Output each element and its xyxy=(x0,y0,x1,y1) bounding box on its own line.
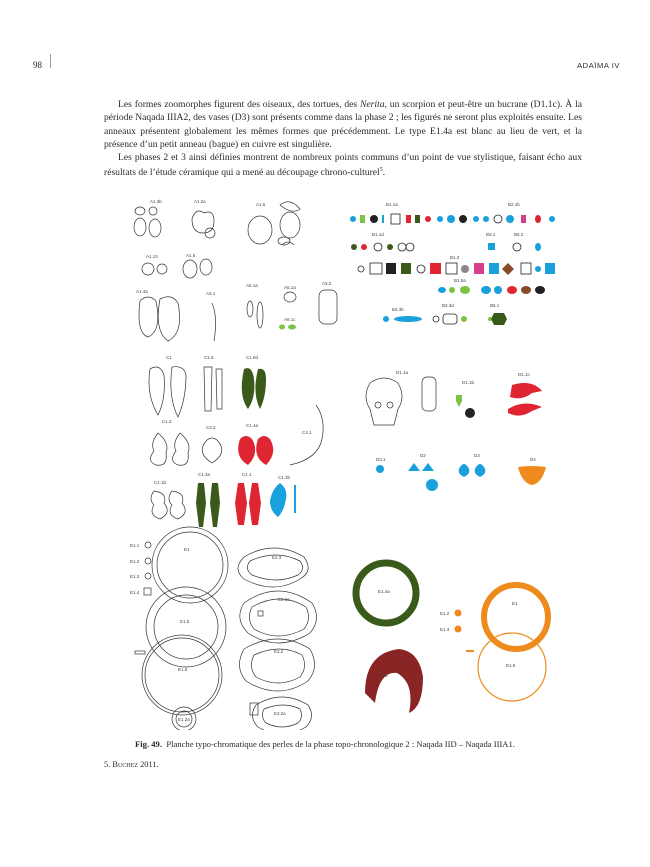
color-bead-blue xyxy=(481,286,491,294)
figure-label: B5.1 xyxy=(490,303,500,308)
bead-c1-6-a xyxy=(204,367,212,411)
figure-plate xyxy=(120,193,580,730)
bead-d1-1a xyxy=(366,378,402,425)
figure-label: E1.4a xyxy=(378,589,390,594)
page-number: 98 xyxy=(33,60,42,70)
color-bead-blue xyxy=(494,286,502,294)
figure-label: E1 xyxy=(184,547,190,552)
p1-text-a: Les formes zoomorphes figurent des oiseaux, des tortues, des xyxy=(118,99,360,110)
bead-d1-1c-b xyxy=(508,403,542,415)
bead-e1-3-orange xyxy=(455,626,462,633)
paragraph-2 xyxy=(104,151,582,180)
bead-e-bar xyxy=(135,651,145,654)
color-bead-green xyxy=(401,263,411,274)
bead-c1-6d-b xyxy=(255,369,266,409)
figure-label: C1.3b xyxy=(278,475,291,480)
bead-a1-3b-b xyxy=(149,207,157,215)
b-row-5 xyxy=(383,313,507,325)
color-bead-gray xyxy=(461,265,469,273)
bead-d1-1b-b xyxy=(465,408,475,418)
bead-a1-5-a xyxy=(248,216,272,244)
bead-a1-4a-b xyxy=(158,297,179,341)
color-bead-red xyxy=(507,286,517,294)
footnote xyxy=(104,760,159,769)
figure-label: A3.2 xyxy=(322,281,332,286)
figure-label: E1.3 xyxy=(440,627,450,632)
color-bead-green xyxy=(351,244,357,250)
bead-e1-1 xyxy=(145,542,151,548)
figure-label: B3.3b xyxy=(392,307,404,312)
bead-c3-2 xyxy=(202,438,222,463)
figure-label: A1.6 xyxy=(186,253,196,258)
figure-label: D1.1b xyxy=(462,380,475,385)
color-bead-blue xyxy=(437,216,443,222)
color-bead-blue xyxy=(382,215,384,223)
color-bead-black xyxy=(370,215,378,223)
bead-d2-a xyxy=(408,463,420,471)
body-text xyxy=(104,98,582,180)
figure-label: E2.2 xyxy=(274,649,284,654)
bead-a5-1a-a xyxy=(247,301,253,317)
figure-label: E1.2 xyxy=(440,611,450,616)
bead-a3-1 xyxy=(212,303,216,341)
color-bead-blue xyxy=(535,266,541,272)
bead-c1-6d-a xyxy=(242,368,255,409)
color-bead-black xyxy=(386,263,396,274)
ring-e1-orange xyxy=(484,585,548,649)
bead-d4 xyxy=(518,466,546,485)
b-row-2 xyxy=(351,243,541,251)
figure-label: A1.13 xyxy=(146,254,158,259)
figure-label: C1.2 xyxy=(162,419,172,424)
bead-c1-b xyxy=(171,367,186,417)
figure-label: A3.1 xyxy=(206,291,216,296)
figure-label: D3 xyxy=(474,453,480,458)
color-bead-brown xyxy=(521,286,531,294)
figure-label: B2.1b xyxy=(508,202,520,207)
b-row-1 xyxy=(350,214,555,224)
color-bead-pink xyxy=(474,263,484,274)
bead-c1-4a-b xyxy=(256,436,273,465)
color-bead-green xyxy=(491,313,507,325)
bead-a1-5-b xyxy=(280,202,300,211)
figure-label: B1.3 xyxy=(450,255,460,260)
color-bead-lime xyxy=(460,286,470,294)
bead-a1-2a-a xyxy=(192,211,214,233)
bead-e1-4 xyxy=(144,588,151,595)
bead-c1-6-b xyxy=(216,369,222,409)
p1-text-b: , un scorpion et peut-être un bucrane (D1.1c). À la période Naqada IIIA2, des vases (D3) sont présents comme dans la phase 2 ; les figurés ne seront plus exploités ensuite. Les anneaux présentent globalement les mêmes formes que précédemment. Le type E1.4a est blanc au lieu de vert, et la présence d’un petit anneau (bague) en cuivre est singulière. xyxy=(104,99,583,150)
figure-label: E1.1 xyxy=(130,543,140,548)
color-bead-green xyxy=(387,244,393,250)
bead-c1-1b-b xyxy=(169,491,185,519)
paragraph-1 xyxy=(104,98,582,151)
bead-a5-1a-b xyxy=(257,302,263,328)
color-bead-blue xyxy=(438,287,446,293)
bead-e1-2 xyxy=(145,558,151,564)
color-bead-red xyxy=(535,215,541,223)
color-bead-lime xyxy=(360,215,365,223)
figure-label: E1.6 xyxy=(178,667,188,672)
footnote-year: 2011. xyxy=(140,760,159,769)
figure-label: C1 xyxy=(166,355,172,360)
figure-label: E1.5 xyxy=(180,619,190,624)
running-head: ADAÏMA IV xyxy=(577,61,620,70)
ring-e1-5 xyxy=(146,587,226,667)
bead-outline xyxy=(249,599,308,636)
footnote-author: Buchez xyxy=(112,760,138,769)
ring-e1-6 xyxy=(142,635,222,715)
ring-e2-3 xyxy=(238,548,308,587)
color-bead-blue xyxy=(489,263,499,274)
figure-label: C4.1 xyxy=(302,430,312,435)
color-bead-green xyxy=(415,215,420,223)
bead-e1-2-orange xyxy=(455,610,462,617)
bead-outline xyxy=(251,649,304,683)
bead-d3-a xyxy=(459,464,470,477)
figure-label: E2.2a xyxy=(274,711,286,716)
caption-text: Planche typo-chromatique des perles de la phase topo-chronologique 2 : Naqada IID – Naqada IIIA1. xyxy=(166,739,515,749)
bead-d2-b xyxy=(422,463,434,471)
bead-outline xyxy=(375,402,381,408)
color-bead-red xyxy=(406,215,411,223)
bead-e1-3 xyxy=(145,573,151,579)
figure-label: E1.2 xyxy=(130,559,140,564)
bead-a3-2 xyxy=(319,290,337,324)
figure-label: B5.2 xyxy=(514,232,524,237)
color-bead-blue xyxy=(447,215,455,223)
color-bead-red xyxy=(430,263,441,274)
figure-label: A5.1a xyxy=(284,285,296,290)
figure-label: C1.4a xyxy=(246,423,259,428)
figure-label: A5.1a xyxy=(246,283,258,288)
bead-c1-1b-a xyxy=(151,491,167,519)
figure-label: B3.1 xyxy=(486,232,496,237)
header-rule xyxy=(50,54,51,68)
color-bead-brown xyxy=(502,263,514,275)
footnote-ref[interactable]: 5 xyxy=(379,167,383,174)
figure-label: A1.3b xyxy=(150,199,162,204)
bead-c1-2-a xyxy=(150,433,167,465)
color-bead-lime xyxy=(449,287,455,293)
bead-e2-small xyxy=(258,611,263,616)
figure-label: B3.3d xyxy=(442,303,454,308)
figure-label: E1.2a xyxy=(178,717,190,722)
color-bead-blue xyxy=(394,316,422,322)
bead-a1-3b-c xyxy=(134,218,146,236)
caption-label: Fig. 49. xyxy=(135,739,163,749)
figure-label: C1.6 xyxy=(204,355,214,360)
figure-label: E2.1a xyxy=(278,597,290,602)
bead-d3-b xyxy=(475,464,486,477)
figure-label: A6.1c xyxy=(284,317,296,322)
figure-label: E2.3 xyxy=(272,555,282,560)
bead-outline xyxy=(157,532,223,598)
figure-label: D4 xyxy=(530,457,536,462)
figure-label: B1.1d xyxy=(372,232,384,237)
color-bead-blue xyxy=(488,243,495,250)
figure-svg xyxy=(120,193,580,730)
p2-text: Les phases 2 et 3 ainsi définies montrent de nombreux points communs d’un point de vue stylistique, faisant écho aux résultats de l’étude céramique qui a mené au découpage chrono-culturel xyxy=(104,152,582,179)
color-bead-lime xyxy=(461,316,467,322)
bead-c1-a xyxy=(149,367,164,415)
bead-a1-3b-d xyxy=(149,219,161,237)
figure-label: E1 xyxy=(512,601,518,606)
figure-caption xyxy=(0,739,650,749)
color-bead-blue xyxy=(473,216,479,222)
bead-outline xyxy=(145,638,219,712)
b-row-3 xyxy=(358,263,555,275)
bead-a1-13-a xyxy=(142,263,154,275)
bead-c1-2-b xyxy=(172,433,189,465)
bead-a1-4a-a xyxy=(139,297,158,337)
color-bead-black xyxy=(535,286,545,294)
color-beads xyxy=(196,214,555,713)
ring-e1 xyxy=(152,527,228,603)
bead-a1-5-e xyxy=(282,242,294,245)
bead-d1-1c-a xyxy=(510,383,542,398)
color-bead-lime xyxy=(288,325,296,330)
bead-c1-3a-a xyxy=(196,483,206,527)
bead-outline xyxy=(387,402,393,408)
bead-a1-6-a xyxy=(183,260,197,278)
bead-e-bar-orange xyxy=(466,650,474,652)
ring-e5 xyxy=(365,649,423,713)
bead-d1-1b-a xyxy=(456,395,462,407)
figure-label: D3.1 xyxy=(376,457,386,462)
figure-labels xyxy=(130,199,536,722)
color-bead-blue xyxy=(483,216,489,222)
bead-a5-1a-c xyxy=(284,292,296,302)
bead-c1-1-a xyxy=(235,483,247,525)
bead-c1-3b-b xyxy=(294,485,296,513)
bead-c1-4a-a xyxy=(238,436,255,465)
figure-label: E1.4 xyxy=(130,590,140,595)
bead-outline xyxy=(262,705,301,727)
figure-label: A1.5 xyxy=(256,202,266,207)
figure-label: A1.2a xyxy=(194,199,206,204)
color-bead-blue xyxy=(549,216,555,222)
bead-a1-6-b xyxy=(200,259,212,275)
bead-c1-3a-b xyxy=(210,483,220,527)
bead-d2-c xyxy=(426,479,438,491)
p1-italic: Nerita xyxy=(360,99,385,110)
color-bead-red xyxy=(425,216,431,222)
bead-c1-1-b xyxy=(249,483,261,525)
color-bead-pink xyxy=(521,215,526,223)
color-bead-red xyxy=(361,244,367,250)
figure-label: C3.2 xyxy=(206,425,216,430)
bead-a1-5-d xyxy=(278,237,290,245)
bead-d1-1a-b xyxy=(422,377,436,411)
bead-c4-1 xyxy=(290,405,323,465)
figure-label: E1.6 xyxy=(506,663,516,668)
bead-a1-3b-a xyxy=(135,207,145,215)
figure-label: D1.1c xyxy=(518,372,530,377)
p2-end: . xyxy=(382,167,386,179)
color-bead-blue xyxy=(350,216,356,222)
color-bead-blue xyxy=(383,316,389,322)
figure-label: B1.1a xyxy=(386,202,398,207)
color-bead-blue xyxy=(506,215,514,223)
figure-label: C1.3a xyxy=(198,472,211,477)
color-bead-black xyxy=(459,215,467,223)
bead-c1-3b-a xyxy=(270,483,286,517)
color-bead-lime xyxy=(279,325,285,330)
bead-a1-13-b xyxy=(157,264,167,274)
figure-label: C1.1 xyxy=(242,472,252,477)
figure-label: C1.1b xyxy=(154,480,167,485)
figure-label: C1.6d xyxy=(246,355,259,360)
footnote-number: 5. xyxy=(104,760,111,769)
figure-label: E1.3 xyxy=(130,574,140,579)
color-bead-blue xyxy=(545,263,555,274)
color-bead-blue xyxy=(535,243,541,251)
figure-label: E5 xyxy=(382,673,388,678)
figure-label: A1.4a xyxy=(136,289,148,294)
bead-a1-5-c xyxy=(280,212,300,238)
figure-label: D2 xyxy=(420,453,426,458)
figure-label: D1.1a xyxy=(396,370,409,375)
b-row-4 xyxy=(438,286,545,294)
figure-label: B1.5a xyxy=(454,278,466,283)
bead-d3-1 xyxy=(376,465,384,473)
